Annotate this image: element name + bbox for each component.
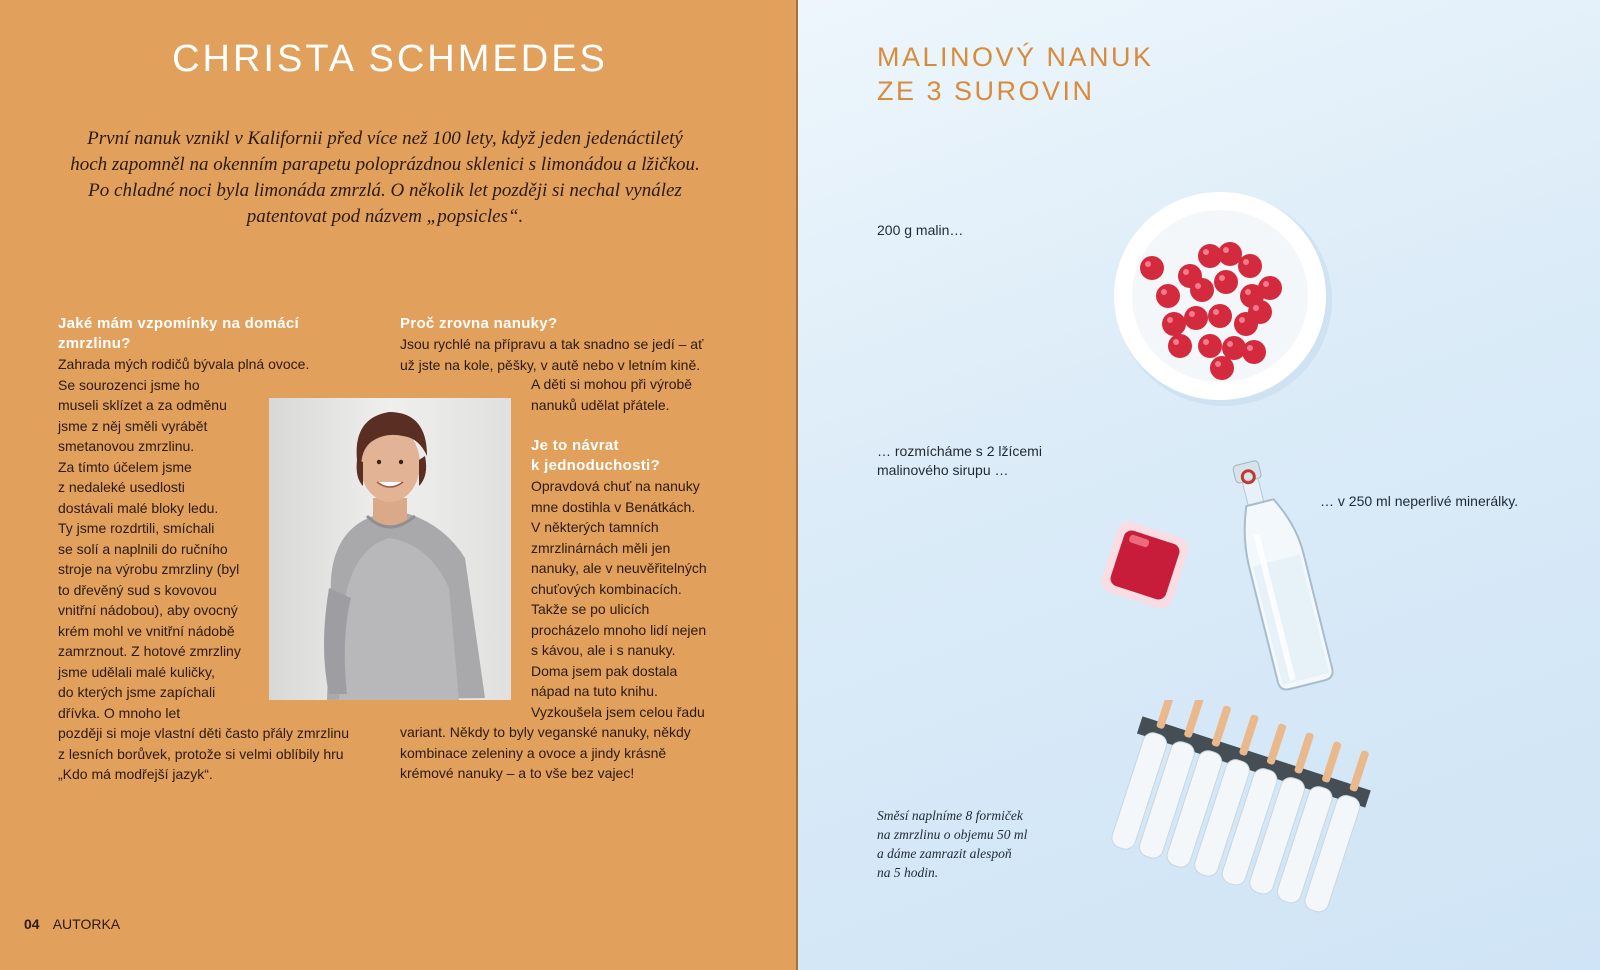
intro-line: První nanuk vznikl v Kalifornii před více než 100 lety, když jeden jedenáctiletý xyxy=(87,128,683,149)
body-line: už jste na kole, pěšky, v autě nebo v letním kině. xyxy=(400,356,701,373)
raspberry-highlight xyxy=(1183,269,1189,275)
raspberry-highlight xyxy=(1173,339,1179,345)
popsicle-stick xyxy=(1211,705,1232,747)
recipe-title-line: ZE 3 SUROVIN xyxy=(877,76,1095,106)
raspberry-highlight xyxy=(1239,317,1245,323)
body-line: Za tímto účelem jsme xyxy=(58,458,192,475)
recipe-title xyxy=(877,40,1154,108)
body-line: mne dostihla v Benátkách. xyxy=(531,498,696,515)
raspberry xyxy=(1156,284,1180,308)
heading-line: Je to návrat xyxy=(531,437,619,454)
popsicle-mold-illustration xyxy=(1085,700,1385,940)
body-line: z nedaleké usedlosti xyxy=(58,479,185,495)
intro-line: hoch zapomněl na okenním parapetu poloprázdnou sklenici s limonádou a lžičkou. xyxy=(70,154,700,175)
raspberry xyxy=(1238,254,1262,278)
raspberry xyxy=(1190,278,1214,302)
caption-line: a dáme zamrazit alespoň xyxy=(877,846,1012,861)
popsicle-stick xyxy=(1239,714,1260,756)
raspberry-highlight xyxy=(1203,339,1209,345)
raspberry-highlight xyxy=(1247,345,1253,351)
author-portrait-illustration xyxy=(269,398,511,700)
page-folio xyxy=(24,916,120,932)
popsicle-stick xyxy=(1349,750,1370,792)
col3-heading xyxy=(531,436,741,476)
body-line: jsme z něj směli vyrábět xyxy=(58,417,208,434)
raspberry-highlight xyxy=(1219,275,1225,281)
body-line: procházelo mnoho lidí nejen xyxy=(531,621,707,638)
col2-top xyxy=(400,314,730,375)
raspberry xyxy=(1218,242,1242,266)
raspberry xyxy=(1210,356,1234,380)
body-line: do kterých jsme zapíchali xyxy=(58,684,216,700)
col2-heading: Proč zrovna nanuky? xyxy=(400,315,558,332)
body-line: vnitřní nádobou), aby ovocný xyxy=(58,602,238,618)
popsicle-stick xyxy=(1321,741,1342,783)
syrup-glass-illustration xyxy=(1090,510,1200,620)
body-line: nápad na tuto knihu. xyxy=(531,683,658,699)
raspberry xyxy=(1168,334,1192,358)
raspberry xyxy=(1248,300,1272,324)
intro-line: patentovat pod názvem „popsicles“. xyxy=(246,206,524,227)
body-line: Ty jsme rozdrtili, smíchali xyxy=(58,520,215,536)
raspberry-highlight xyxy=(1227,341,1233,347)
caption-line: na 5 hodin. xyxy=(877,865,939,880)
raspberry xyxy=(1242,340,1266,364)
popsicle-stick xyxy=(1294,732,1315,774)
section-label: AUTORKA xyxy=(52,916,121,932)
body-line: A děti si mohou při výrobě xyxy=(531,376,693,392)
intro-line: Po chladné noci byla limonáda zmrzlá. O několik let později si nechal vynález xyxy=(88,180,682,201)
heading-line: zmrzlinu? xyxy=(58,335,131,352)
body-line: „Kdo má modřejší jazyk“. xyxy=(58,766,213,782)
raspberry-highlight xyxy=(1243,259,1249,265)
raspberry xyxy=(1222,336,1246,360)
body-line: krém mohl ve vnitřní nádobě xyxy=(58,622,235,639)
raspberry-highlight xyxy=(1263,281,1269,287)
body-line: zamrznout. Z hotové zmrzliny xyxy=(58,643,241,659)
body-line: V některých tamních xyxy=(531,519,659,535)
raspberry xyxy=(1162,312,1186,336)
caption-line: … rozmícháme s 2 lžícemi xyxy=(877,443,1042,459)
raspberry-highlight xyxy=(1167,317,1173,323)
popsicle-stick xyxy=(1266,723,1287,765)
raspberry-highlight xyxy=(1161,289,1167,295)
body-line: Doma jsem pak dostala xyxy=(531,662,678,679)
raspberry-plate-illustration xyxy=(1100,190,1340,420)
body-line: dostávali malé bloky ledu. xyxy=(58,499,219,516)
raspberry-highlight xyxy=(1213,309,1219,315)
caption-line: malinového sirupu … xyxy=(877,462,1009,478)
raspberry xyxy=(1140,256,1164,280)
col2-bottom xyxy=(400,722,740,784)
body-line: museli sklízet a za odměnu xyxy=(58,397,227,413)
page-title: CHRISTA SCHMEDES xyxy=(172,38,608,80)
body-line: se solí a naplnili do ručního xyxy=(58,540,228,557)
col1-heading xyxy=(58,314,358,354)
water-bottle-illustration xyxy=(1220,450,1340,700)
body-line: smetanovou zmrzlinu. xyxy=(58,438,195,454)
heading-line: k jednoduchosti? xyxy=(531,457,660,474)
step-water: … v 250 ml neperlivé minerálky. xyxy=(1320,493,1519,509)
page-number: 04 xyxy=(24,916,40,932)
step-syrup xyxy=(877,442,1042,480)
raspberry-highlight xyxy=(1215,361,1221,367)
body-line: to dřevěný sud s kovovou xyxy=(58,581,217,598)
raspberry xyxy=(1198,334,1222,358)
body-line: Takže se po ulicích xyxy=(531,601,650,617)
raspberry xyxy=(1184,306,1208,330)
raspberry-highlight xyxy=(1195,283,1201,289)
popsicle-stick xyxy=(1183,700,1204,738)
raspberry-highlight xyxy=(1203,249,1209,255)
body-line: jsme udělali malé kuličky, xyxy=(58,663,215,680)
author-photo xyxy=(269,398,511,700)
left-page xyxy=(0,0,798,970)
body-line: dřívka. O mnoho let xyxy=(58,704,181,721)
body-line: nanuky, ale v neuvěřitelných xyxy=(531,560,707,576)
heading-line: Jaké mám vzpomínky na domácí xyxy=(58,315,299,332)
raspberry-highlight xyxy=(1245,289,1251,295)
body-line: stroje na výrobu zmrzliny (byl xyxy=(58,561,240,577)
body-line: krémové nanuky – a to vše bez vajec! xyxy=(400,765,635,781)
body-line: Vyzkoušela jsem celou řadu xyxy=(531,703,705,720)
raspberry-highlight xyxy=(1223,247,1229,253)
body-line: Zahrada mých rodičů bývala plná ovoce. xyxy=(58,356,310,372)
body-line: z lesních borůvek, protože si velmi oblíbily hru xyxy=(58,745,344,762)
recipe-title-line: MALINOVÝ NANUK xyxy=(877,42,1154,72)
raspberry-highlight xyxy=(1189,311,1195,317)
step-freeze xyxy=(877,806,1027,882)
raspberry xyxy=(1208,304,1232,328)
col2-mid xyxy=(531,374,741,415)
body-line: zmrzlinárnách měli jen xyxy=(531,539,671,556)
body-line: Jsou rychlé na přípravu a tak snadno se jedí – ať xyxy=(400,336,704,352)
col3-body xyxy=(531,476,746,722)
body-line: kombinace zeleniny a ovoce a jindy krásně xyxy=(400,744,667,761)
raspberry xyxy=(1214,270,1238,294)
caption-line: Směsí naplníme 8 formiček xyxy=(877,808,1023,823)
body-line: nanuků udělat přátele. xyxy=(531,396,670,413)
body-line: později si moje vlastní děti často přály zmrzlinu xyxy=(58,725,350,741)
step-raspberries: 200 g malin… xyxy=(877,222,964,238)
body-line: Se sourozenci jsme ho xyxy=(58,376,200,393)
raspberry-highlight xyxy=(1145,261,1151,267)
body-line: s kávou, ale i s nanuky. xyxy=(531,642,676,658)
raspberry-highlight xyxy=(1253,305,1259,311)
body-line: Opravdová chuť na nanuky xyxy=(531,478,700,494)
body-line: variant. Někdy to byly veganské nanuky, někdy xyxy=(400,724,691,740)
intro-paragraph xyxy=(70,126,700,230)
body-line: chuťových kombinacích. xyxy=(531,580,682,597)
caption-line: na zmrzlinu o objemu 50 ml xyxy=(877,827,1028,842)
